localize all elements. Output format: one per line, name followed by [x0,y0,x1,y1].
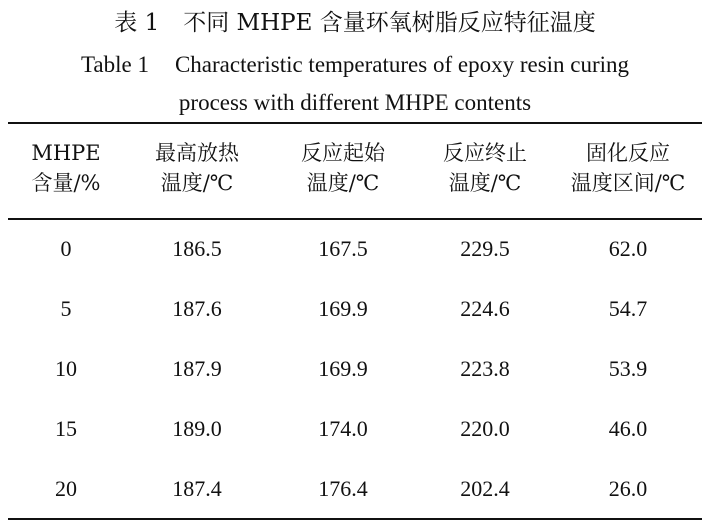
cell-mhpe-content: 0 [60,236,72,261]
header-line: 最高放热 [155,141,239,165]
table-header-rule [8,218,702,220]
cell-onset-temp: 174.0 [318,416,368,441]
header-line: MHPE [31,141,101,165]
caption-label-zh: 表 1 [114,10,160,36]
header-mhpe-content [8,138,124,198]
header-line: 温度/℃ [160,171,234,195]
caption-label-en: Table 1 [80,52,149,77]
cell-end-temp: 220.0 [460,416,510,441]
header-line: 反应起始 [301,141,385,165]
header-end-temp [416,138,554,198]
header-curing-temp-range [554,138,702,198]
table-top-rule [8,122,702,124]
table-row [8,354,702,384]
cell-onset-temp: 169.9 [318,296,368,321]
header-line: 温度/℃ [448,171,522,195]
header-onset-temp [270,138,416,198]
cell-end-temp: 202.4 [460,476,510,501]
cell-onset-temp: 167.5 [318,236,368,261]
cell-max-exotherm-temp: 187.9 [172,356,222,381]
cell-max-exotherm-temp: 187.4 [172,476,222,501]
caption-title-en-line2: process with different MHPE contents [178,90,532,115]
table-row [8,294,702,324]
cell-mhpe-content: 5 [60,296,72,321]
cell-mhpe-content: 15 [55,416,77,441]
header-line: 固化反应 [586,141,670,165]
table-caption-english-line2 [0,86,710,120]
cell-curing-temp-range: 53.9 [608,356,648,381]
cell-max-exotherm-temp: 187.6 [172,296,222,321]
table-row [8,234,702,264]
caption-title-zh: 不同 MHPE 含量环氧树脂反应特征温度 [183,10,596,36]
header-line: 温度区间/℃ [570,171,686,195]
table-caption-english-line1 [0,48,710,82]
header-max-exotherm-temp [124,138,270,198]
cell-end-temp: 229.5 [460,236,510,261]
caption-title-en-line1: Characteristic temperatures of epoxy resin curing [174,52,630,77]
cell-max-exotherm-temp: 186.5 [172,236,222,261]
cell-mhpe-content: 10 [55,356,77,381]
table-row [8,474,702,504]
cell-curing-temp-range: 54.7 [608,296,648,321]
cell-onset-temp: 176.4 [318,476,368,501]
table-bottom-rule [8,518,702,520]
cell-curing-temp-range: 46.0 [608,416,648,441]
cell-end-temp: 223.8 [460,356,510,381]
cell-curing-temp-range: 62.0 [608,236,648,261]
table-caption-chinese [0,6,710,40]
header-line: 反应终止 [443,141,527,165]
cell-curing-temp-range: 26.0 [608,476,648,501]
header-line: 温度/℃ [306,171,380,195]
cell-max-exotherm-temp: 189.0 [172,416,222,441]
header-line: 含量/% [31,171,101,195]
table-row [8,414,702,444]
cell-onset-temp: 169.9 [318,356,368,381]
cell-mhpe-content: 20 [55,476,77,501]
cell-end-temp: 224.6 [460,296,510,321]
